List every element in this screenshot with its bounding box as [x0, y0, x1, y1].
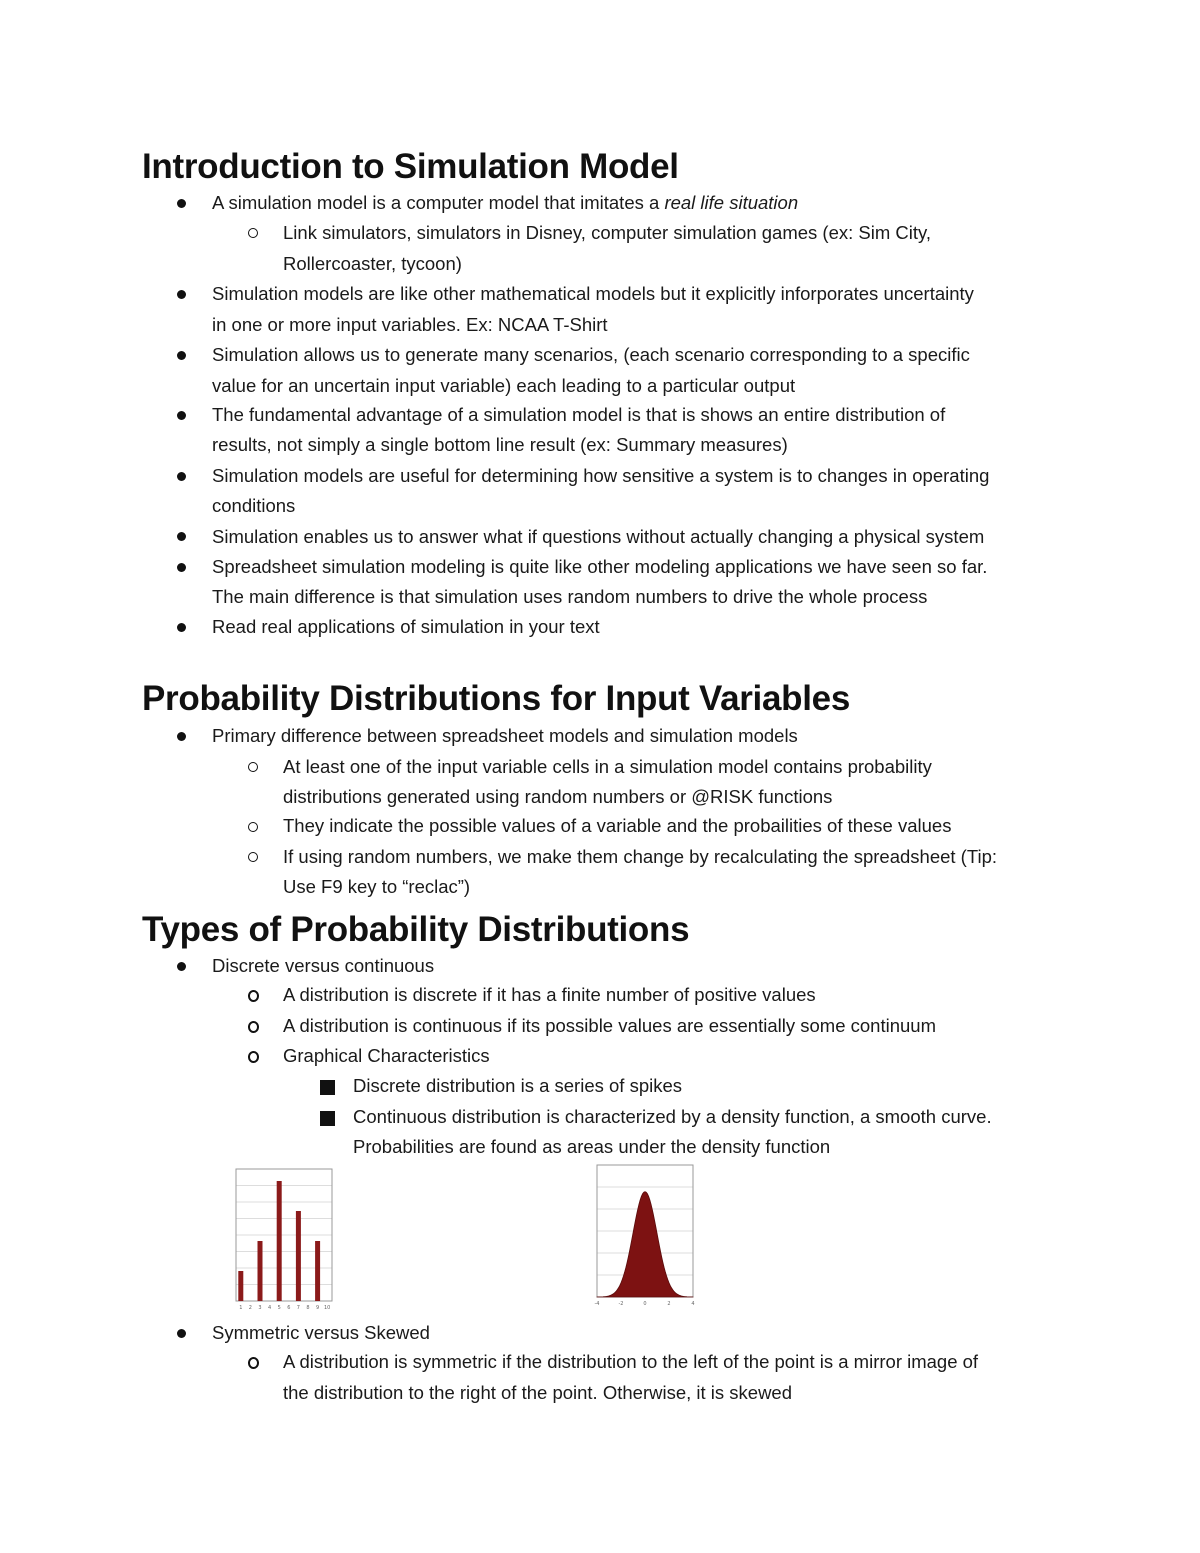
x-tick-label: 4 [691, 1301, 695, 1307]
bullet-dot-icon [177, 199, 186, 208]
bullet-square-icon [320, 1111, 335, 1126]
text-line: Simulation allows us to generate many scenarios, (each scenario corresponding to a specific [212, 344, 970, 365]
text-line: Spreadsheet simulation modeling is quite like other modeling applications we have seen so far. [212, 556, 988, 577]
text-line: A distribution is symmetric if the distribution to the left of the point is a mirror image of [283, 1351, 979, 1372]
bullet-dot-icon [177, 411, 186, 420]
text-line: They indicate the possible values of a variable and the probailities of these values [283, 815, 952, 836]
bar-5 [277, 1181, 282, 1301]
text-line: A distribution is continuous if its possible values are essentially some continuum [283, 1015, 936, 1036]
text-line: value for an uncertain input variable) each leading to a particular output [212, 375, 796, 396]
bullet-circle-icon [248, 990, 259, 1002]
x-tick-label: 6 [287, 1305, 291, 1311]
bullet-circle-icon [248, 822, 258, 832]
text-line: A distribution is discrete if it has a finite number of positive values [283, 984, 816, 1005]
bullet-dot-icon [177, 732, 186, 741]
bullet-circle-icon [248, 852, 258, 862]
text-line: Use F9 key to “reclac”) [283, 876, 471, 897]
bullet-dot-icon [177, 1329, 186, 1338]
bullet-dot-icon [177, 623, 186, 632]
bullet-dot-icon [177, 563, 186, 572]
bullet-circle-icon [248, 228, 258, 238]
bar-3 [258, 1241, 263, 1301]
density-area [597, 1192, 693, 1297]
text-line: If using random numbers, we make them change by recalculating the spreadsheet (Tip: [283, 846, 997, 867]
text-line: Probabilities are found as areas under the density function [353, 1136, 831, 1157]
bullet-square-icon [320, 1080, 335, 1095]
bar-series [238, 1181, 320, 1301]
x-tick-label: 1 [239, 1305, 243, 1311]
text-line: Symmetric versus Skewed [212, 1322, 430, 1343]
text-line: The main difference is that simulation uses random numbers to drive the whole process [212, 586, 928, 607]
x-tick-label: 2 [667, 1301, 671, 1307]
bullet-circle-icon [248, 762, 258, 772]
emphasis-text: real life situation [664, 192, 799, 213]
x-tick-label: 8 [306, 1305, 310, 1311]
bar-7 [296, 1211, 301, 1301]
bullet-dot-icon [177, 351, 186, 360]
bullet-circle-icon [248, 1021, 259, 1033]
section-title-types-of-distributions: Types of Probability Distributions [142, 910, 690, 949]
bullet-circle-icon [248, 1357, 259, 1369]
text-line: Discrete versus continuous [212, 955, 435, 976]
x-tick-label: -2 [618, 1301, 624, 1307]
axis-ticks [595, 1301, 695, 1307]
x-tick-label: -4 [594, 1301, 600, 1307]
text-line: Discrete distribution is a series of spikes [353, 1075, 683, 1096]
text-line: Rollercoaster, tycoon) [283, 253, 462, 274]
text-line: Link simulators, simulators in Disney, computer simulation games (ex: Sim City, [283, 222, 932, 243]
axis-ticks [239, 1305, 330, 1311]
x-tick-label: 7 [296, 1305, 300, 1311]
bullet-dot-icon [177, 532, 186, 541]
bar-1 [238, 1271, 243, 1301]
text-line: conditions [212, 495, 296, 516]
text-line [212, 188, 798, 218]
x-tick-label: 5 [277, 1305, 281, 1311]
text-segment: A simulation model is a computer model that imitates a [212, 192, 665, 213]
bar-9 [315, 1241, 320, 1301]
text-line: in one or more input variables. Ex: NCAA T-Shirt [212, 314, 608, 335]
text-line: distributions generated using random numbers or @RISK functions [283, 786, 833, 807]
x-tick-label: 0 [643, 1301, 647, 1307]
text-line: At least one of the input variable cells in a simulation model contains probability [283, 756, 932, 777]
text-line: Simulation models are useful for determining how sensitive a system is to changes in operating [212, 465, 990, 486]
bullet-circle-icon [248, 1051, 259, 1063]
section-title-probability-distributions-input: Probability Distributions for Input Variables [142, 679, 850, 718]
continuous-distribution-chart [583, 1163, 699, 1309]
text-line: the distribution to the right of the point. Otherwise, it is skewed [283, 1382, 793, 1403]
text-line: Primary difference between spreadsheet models and simulation models [212, 725, 798, 746]
x-tick-label: 3 [258, 1305, 262, 1311]
x-tick-label: 2 [248, 1305, 252, 1311]
bullet-dot-icon [177, 962, 186, 971]
bullet-dot-icon [177, 290, 186, 299]
x-tick-label: 9 [316, 1305, 320, 1311]
text-line: results, not simply a single bottom line result (ex: Summary measures) [212, 434, 788, 455]
x-tick-label: 10 [324, 1305, 331, 1311]
density-curve [597, 1192, 693, 1297]
section-title-simulation-model: Introduction to Simulation Model [142, 147, 679, 186]
x-tick-label: 4 [268, 1305, 272, 1311]
discrete-distribution-chart [222, 1167, 338, 1313]
text-line: Simulation models are like other mathematical models but it explicitly inforporates uncertainty [212, 283, 974, 304]
text-line: Graphical Characteristics [283, 1045, 490, 1066]
text-line: Continuous distribution is characterized by a density function, a smooth curve. [353, 1106, 992, 1127]
text-line: Read real applications of simulation in your text [212, 616, 600, 637]
bullet-dot-icon [177, 472, 186, 481]
text-line: Simulation enables us to answer what if questions without actually changing a physical system [212, 526, 985, 547]
text-line: The fundamental advantage of a simulation model is that is shows an entire distribution of [212, 404, 946, 425]
